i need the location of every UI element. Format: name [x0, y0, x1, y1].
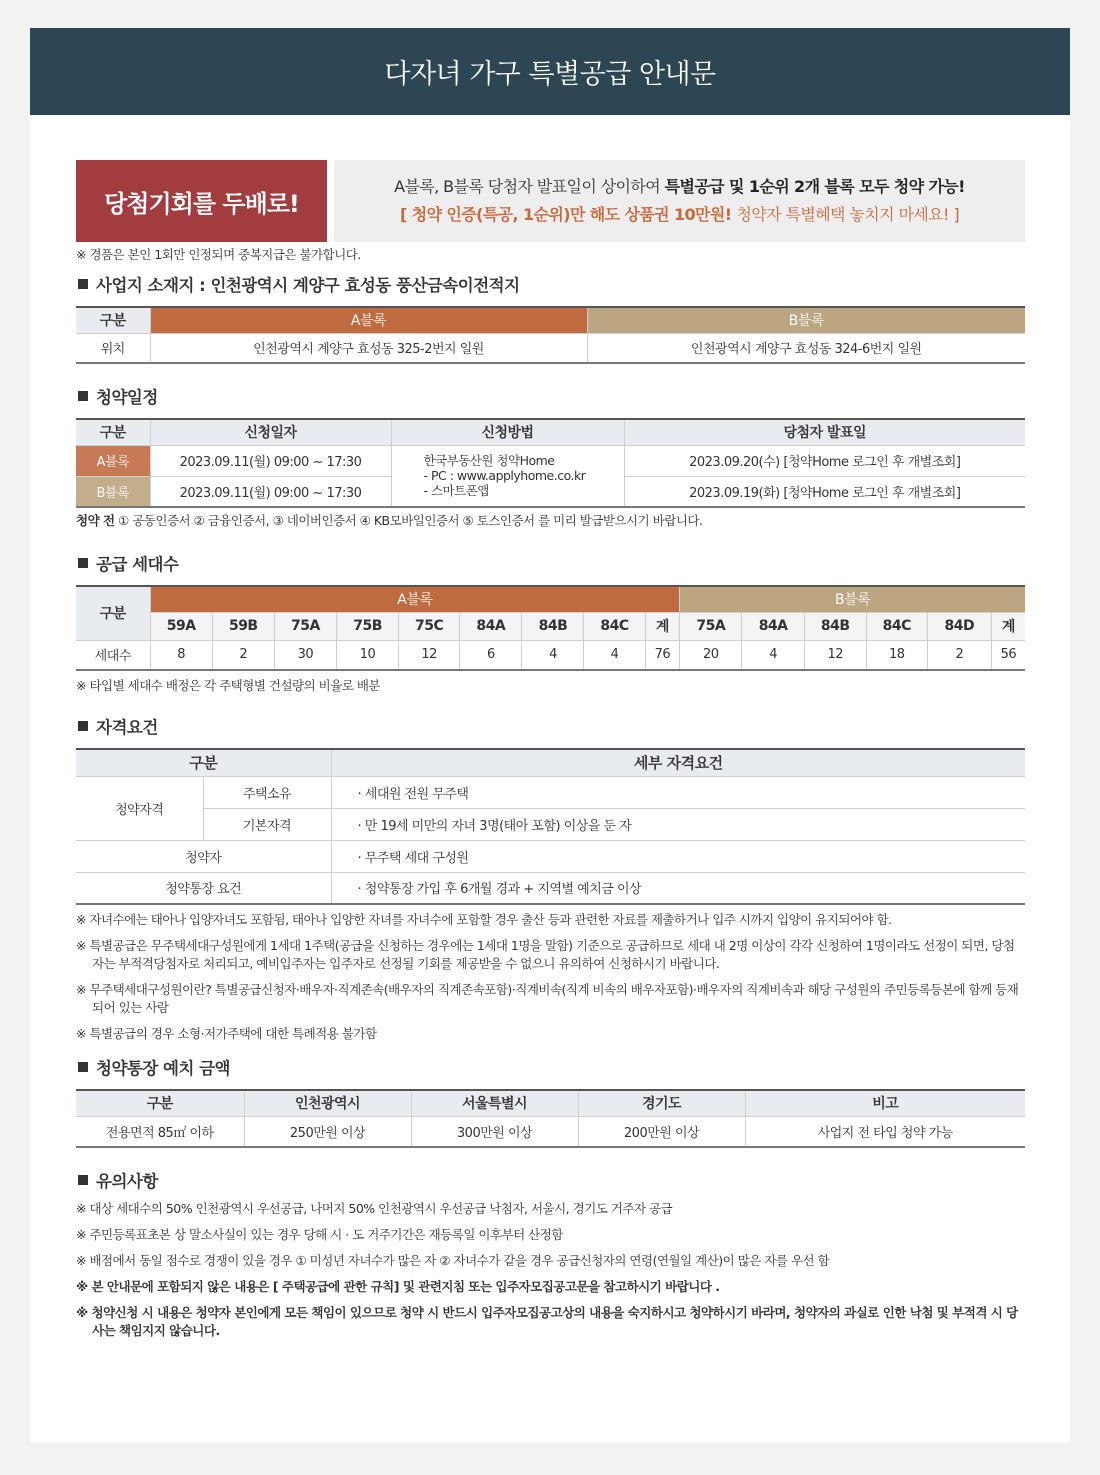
schedule-title-text: 청약일정 — [96, 388, 158, 407]
apply-method-cell — [391, 445, 624, 507]
table-header-b-block: B블록 — [680, 586, 1025, 612]
schedule-table — [76, 418, 1025, 508]
page-title: 다자녀 가구 특별공급 안내문 — [30, 28, 1070, 115]
table-cell: 인천광역시 계양구 효성동 325-2번지 일원 — [150, 333, 587, 363]
table-cell: 전용면적 85㎡ 이하 — [76, 1116, 244, 1147]
unit-type-header: 59A — [150, 612, 212, 640]
unit-type-header: 계 — [645, 612, 680, 640]
table-header: 신청일자 — [150, 419, 391, 445]
table-cell: · 무주택 세대 구성원 — [331, 840, 1025, 872]
table-header: 당첨자 발표일 — [624, 419, 1025, 445]
table-header: 구분 — [76, 307, 150, 333]
supply-title-text: 공급 세대수 — [96, 555, 179, 574]
caution-item: ※ 배점에서 동일 점수로 경쟁이 있을 경우 ① 미성년 자녀수가 많은 자 ② 자녀수가 같을 경우 공급신청자의 연령(연월일 계산)이 많은 자를 우선 함 — [76, 1253, 830, 1268]
table-cell: 기본자격 — [203, 808, 331, 840]
content — [76, 160, 1025, 1348]
table-header: 서울특별시 — [411, 1090, 578, 1116]
caution-item: ※ 주민등록표초본 상 말소사실이 있는 경우 당해 시 · 도 거주기간은 재등록일 이후부터 산정함 — [76, 1227, 563, 1242]
caution-item-emphasis: ※ 본 안내문에 포함되지 않은 내용은 [ 주택공급에 관한 규칙] 및 관련지침 또는 입주자모집공고문을 참고하시기 바랍니다 . — [76, 1279, 720, 1294]
table-cell: 300만원 이상 — [411, 1116, 578, 1147]
supply-table — [76, 585, 1025, 671]
table-cell: 4 — [584, 640, 645, 670]
table-cell: 56 — [991, 640, 1025, 670]
banner-line-1-emphasis: 특별공급 및 1순위 2개 블록 모두 청약 가능! — [664, 177, 965, 196]
promo-banner — [76, 160, 1025, 242]
table-cell: · 세대원 전원 무주택 — [331, 776, 1025, 808]
table-cell: 청약자격 — [76, 776, 203, 840]
unit-type-header: 84B — [804, 612, 866, 640]
table-cell: 2023.09.19(화) [청약Home 로그인 후 개별조회] — [624, 476, 1025, 507]
unit-type-header: 59B — [212, 612, 274, 640]
caution-item: ※ 대상 세대수의 50% 인천광역시 우선공급, 나머지 50% 인천광역시 우선공급 낙첨자, 서울시, 경기도 거주자 공급 — [76, 1201, 673, 1216]
table-header: 인천광역시 — [244, 1090, 411, 1116]
banner-line-1-text: A블록, B블록 당첨자 발표일이 상이하여 — [394, 177, 665, 196]
schedule-note-emphasis: 청약 전 — [76, 513, 115, 528]
cautions-title-text: 유의사항 — [96, 1172, 158, 1191]
table-cell: 250만원 이상 — [244, 1116, 411, 1147]
deposit-title-text: 청약통장 예치 금액 — [96, 1059, 231, 1078]
qualification-section-title — [76, 714, 1025, 738]
method-line: - 스마트폰앱 — [423, 483, 489, 499]
table-cell: 청약자 — [76, 840, 331, 872]
table-header-a-block: A블록 — [150, 307, 587, 333]
banner-message — [334, 160, 1025, 242]
supply-note: ※ 타입별 세대수 배정은 각 주택형별 건설량의 비율로 배분 — [76, 678, 380, 693]
table-header: 구분 — [76, 1090, 244, 1116]
banner-line-1 — [394, 173, 965, 201]
table-cell: 2023.09.11(월) 09:00 ~ 17:30 — [150, 476, 391, 507]
location-section-title — [76, 272, 1025, 296]
note-item: ※ 자녀수에는 태아나 입양자녀도 포함됨, 태아나 입양한 자녀를 자녀수에 포함할 경우 출산 등과 관련한 자료를 제출하거나 입주 시까지 입양이 유지되어야 함. — [76, 912, 892, 927]
unit-type-header: 84A — [460, 612, 522, 640]
table-header: 세부 자격요건 — [331, 749, 1025, 776]
location-title-text: 사업지 소재지 : 인천광역시 계양구 효성동 풍산금속이전적지 — [96, 276, 520, 295]
note-item: ※ 무주택세대구성원이란? 특별공급신청자·배우자·직계존속(배우자의 직계존속포함)·직계비속(직계 비속의 배우자포함)·배우자의 직계비속과 해당 구성원의 주민등록등본에 함께 등재되어 있는 사람 — [76, 982, 1019, 1015]
unit-type-header: 84B — [522, 612, 584, 640]
unit-type-header: 75C — [399, 612, 460, 640]
caution-item-emphasis: ※ 청약신청 시 내용은 청약자 본인에게 모든 책임이 있으므로 청약 시 반드시 입주자모집공고상의 내용을 숙지하시고 청약하시기 바라며, 청약자의 과실로 인한 낙첨 및 부적격 시 당사는 책임지지 않습니다. — [76, 1305, 1018, 1338]
unit-type-header: 75A — [274, 612, 336, 640]
table-cell: 2 — [212, 640, 274, 670]
table-cell: 20 — [680, 640, 742, 670]
note-item: ※ 특별공급의 경우 소형·저가주택에 대한 특례적용 불가함 — [76, 1026, 377, 1041]
schedule-section-title — [76, 384, 1025, 408]
banner-headline: 당첨기회를 두배로! — [76, 160, 327, 242]
table-cell: 위치 — [76, 333, 150, 363]
table-header: 경기도 — [578, 1090, 745, 1116]
table-header: 비고 — [745, 1090, 1025, 1116]
unit-type-header: 84C — [584, 612, 645, 640]
table-cell: 10 — [337, 640, 399, 670]
location-table — [76, 306, 1025, 364]
banner-line-2 — [400, 201, 959, 229]
table-header: 신청방법 — [391, 419, 624, 445]
qualification-notes — [76, 911, 1025, 1043]
bullet-square-icon — [78, 1062, 88, 1072]
qualification-title-text: 자격요건 — [96, 718, 158, 737]
table-header: 구분 — [76, 586, 150, 640]
unit-type-header: 84A — [742, 612, 804, 640]
deposit-table — [76, 1089, 1025, 1148]
qualification-table — [76, 748, 1025, 905]
unit-type-header: 계 — [991, 612, 1025, 640]
cautions-list — [76, 1200, 1025, 1340]
method-line: - PC : www.applyhome.co.kr — [423, 468, 586, 484]
table-cell: 4 — [522, 640, 584, 670]
table-cell: 2023.09.20(수) [청약Home 로그인 후 개별조회] — [624, 445, 1025, 476]
table-cell: 사업지 전 타입 청약 가능 — [745, 1116, 1025, 1147]
table-header: 구분 — [76, 419, 150, 445]
banner-line-2-text: 청약자 특별혜택 놓치지 마세요! ] — [736, 205, 959, 224]
table-cell: 2 — [927, 640, 991, 670]
table-cell: 12 — [399, 640, 460, 670]
bullet-square-icon — [78, 279, 88, 289]
unit-type-header: 84C — [866, 612, 927, 640]
banner-note: ※ 경품은 본인 1회만 인정되며 중복지급은 불가합니다. — [76, 247, 361, 262]
unit-type-header: 75B — [337, 612, 399, 640]
method-line: 한국부동산원 청약Home — [423, 453, 555, 469]
bullet-square-icon — [78, 558, 88, 568]
bullet-square-icon — [78, 1175, 88, 1185]
table-cell: 주택소유 — [203, 776, 331, 808]
table-cell: 200만원 이상 — [578, 1116, 745, 1147]
note-item: ※ 특별공급은 무주택세대구성원에게 1세대 1주택(공급을 신청하는 경우에는 1세대 1명을 말함) 기준으로 공급하므로 세대 내 2명 이상이 각각 신청하여 1명이라도 선정이 되면, 당첨자는 부적격당첨자로 처리되고, 예비입주자는 입주자로 선정될 기회를 제공받을 수 없으니 유의하여 신청하시기 바랍니다. — [76, 938, 1015, 971]
banner-line-2-emphasis: [ 청약 인증(특공, 1순위)만 해도 상품권 10만원! — [400, 205, 737, 224]
bullet-square-icon — [78, 391, 88, 401]
table-cell: 30 — [274, 640, 336, 670]
table-cell: 76 — [645, 640, 680, 670]
table-cell: 세대수 — [76, 640, 150, 670]
table-cell: · 청약통장 가입 후 6개월 경과 + 지역별 예치금 이상 — [331, 872, 1025, 904]
table-cell: · 만 19세 미만의 자녀 3명(태아 포함) 이상을 둔 자 — [331, 808, 1025, 840]
schedule-note-text: ① 공동인증서 ② 금융인증서, ③ 네이버인증서 ④ KB모바일인증서 ⑤ 토스인증서 를 미리 발급받으시기 바랍니다. — [114, 513, 703, 528]
notice-page — [30, 28, 1070, 1442]
bullet-square-icon — [78, 721, 88, 731]
schedule-note — [76, 512, 1025, 530]
table-cell: 2023.09.11(월) 09:00 ~ 17:30 — [150, 445, 391, 476]
unit-type-header: 84D — [927, 612, 991, 640]
cautions-section-title — [76, 1168, 1025, 1192]
table-cell: 인천광역시 계양구 효성동 324-6번지 일원 — [587, 333, 1025, 363]
table-cell: 4 — [742, 640, 804, 670]
table-cell: 8 — [150, 640, 212, 670]
row-label-b-block: B블록 — [76, 476, 150, 507]
row-label-a-block: A블록 — [76, 445, 150, 476]
table-header-b-block: B블록 — [587, 307, 1025, 333]
table-cell: 청약통장 요건 — [76, 872, 331, 904]
table-cell: 12 — [804, 640, 866, 670]
supply-section-title — [76, 551, 1025, 575]
table-header-a-block: A블록 — [150, 586, 680, 612]
table-cell: 6 — [460, 640, 522, 670]
table-cell: 18 — [866, 640, 927, 670]
unit-type-header: 75A — [680, 612, 742, 640]
table-header: 구분 — [76, 749, 331, 776]
deposit-section-title — [76, 1055, 1025, 1079]
